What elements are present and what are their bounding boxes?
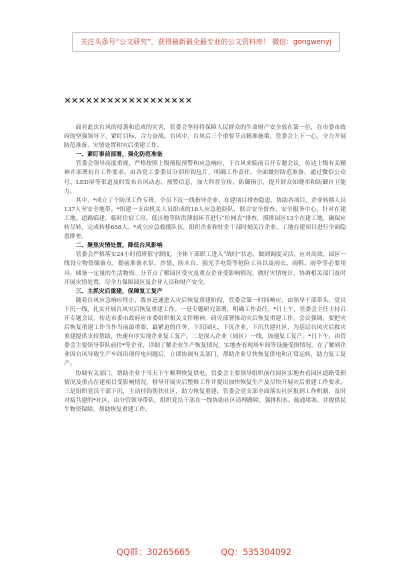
document-body	[64, 124, 346, 415]
body-paragraph: 面对此次台风的侵袭和造成的灾害，管委会坚持将保障人民群众的生命财产安全放在第一位，在市委市政府的坚强领导下，紧盯目标，合力奋战。台风中，台风后三个重要节点精准施策，管委会上下一心，全力开展防范准备、灾情处置和灾后重建工作。	[64, 125, 346, 150]
footer-qq-group: QQ群：30265665	[116, 548, 191, 558]
footer-qq: QQ：535304092	[220, 548, 292, 558]
footer-contacts	[0, 546, 408, 558]
body-paragraph: 随着台风应急响应终止，我市迅速进入灾后恢复重建阶段，管委会第一时间响应，由领导干部带头，党员下沉一线，扎实开展台风灾后恢复重建工作。一是专题研究部署，明确工作责任。*日上午，管委会主任主持召开专题会议，传达市委市政府应市委组织相关文件精神，研究部署推动灾后恢复重建工作，会议强调，要把灾后恢复重建工作当作当前最重要、最紧迫的任务，下沉园区、下沉企业，下沉共建社区，为基层台风灾后救灾重建提供支持帮助，快速有序实现企业复工复产。二是深入企业（园区）一线，加速复工复产。*日下午，由管委会主要领导带队前往*等企业，详细了解企业生产恢复情况，实地查看现场车间等设施受损情况，在了解到企业因台风导致生产车间出现停电问题后，立即协调有关部门，帮助企业尽快恢复供电和正常运转，助力复工复产。	[64, 297, 346, 368]
body-paragraph: 管委会领导高度重视，严格按照上级预报预警和应急响应，于台风来临前召开专题会议，传达上级有关精神并部署抗台工作要求。由各党工委委员分别挂钩包片，明确工作责任，全面做好防范准备，通过微信公众号、LED屏等渠道及时发布台风动态、预警信息，加大科普宣传、防御指引，提升群众知晓率和防御自卫能力。	[64, 161, 346, 195]
body-paragraph: 其中，*成立了个防汛工作专班，全员下沉一线指导企业、在建项目排查隐患，协助各项目、企业转移人员137人至安全地带。*组建一支由机关人员组成的18人应急抢险队，联合安全督查、安全服务中心，针对在建工地、道路临建、临时住宿工房、低洼地等防洪薄弱环节进行“拉网式”排查，摸排园区13个在建工地，确保应转尽转，完成转移658人。*成立应急救援队伍，组织企业和驻企干部时刻关注企业、工地在建项目进行全面隐患排查。	[64, 197, 346, 241]
body-paragraph: 协调有关部门，帮助企业于当天下午顺利恢复供电。管委会主要领导组织前往园区实地查看园区道路受损情况及重点在建项目受影响情况，督导开展灾后整修工作并提出加快恢复生产及尽快开展灾后重建工作要求。三是组织党员干部下沉，主动挂钩帮扶社区，助力恢复重建。管委会党支部全面落实社区报到工作机制，及时对接共建的*社区，由分管领导带队，组织党员干部在一线协助社区清理路障，强排积水、疏通堵塞，并提供民生物资保障，帮助恢复重建工作。	[64, 370, 346, 413]
document-title: ××××××××××××××××××	[64, 96, 193, 106]
section-heading: 二、聚焦灾情处置，降低台风影响	[75, 243, 163, 250]
body-paragraph: 管委会严格落实24小时值班值守制度，全体干部职工进入“战时”状态，做到调度灵活、应对高效。园区一线设立物资储备点，提前准备水泵、沙袋、防水台、强光手电筒等抢险工具以及雨衣、雨鞋、雨伞等必要用具，储备一定量的生活物资。分节点了解园区受灾及重点企业受影响情况，做好灾情统计，协调相关部门及时开展灾情处置，尽全力保障园区及企业人员和财产安全。	[64, 252, 346, 286]
section-heading: 一、紧盯事前部署，强化防范准备	[75, 152, 163, 159]
section-heading: 三、主抓灾后重建，保障复工复产	[75, 288, 163, 295]
header-banner: 关注头条号“公文研究”，获得最新最全最专业的公文资料库！ 微信：gongwenyj	[72, 32, 340, 52]
